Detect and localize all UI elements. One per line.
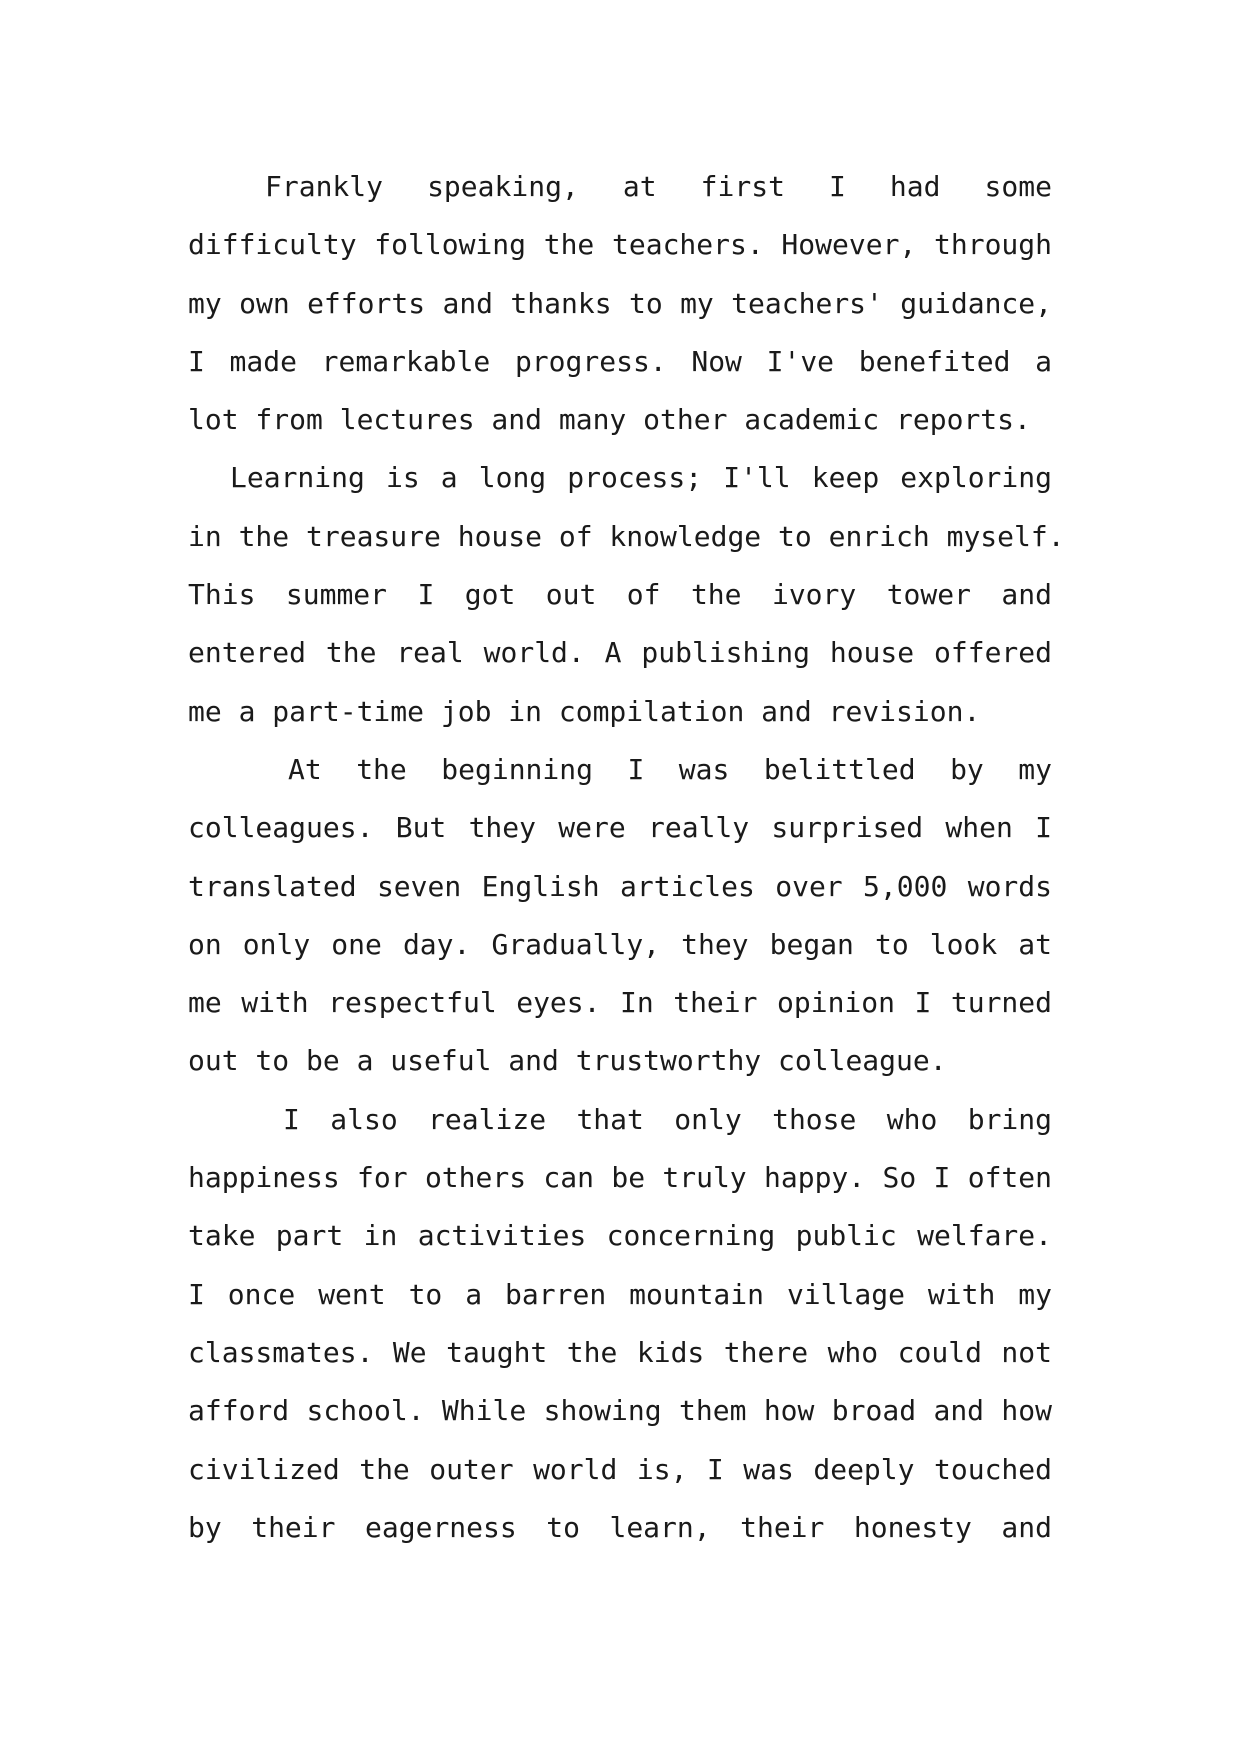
document-page — [188, 158, 1065, 1557]
paragraph-1 — [188, 158, 1052, 449]
text-line: happiness for others can be truly happy. So I often — [188, 1161, 1052, 1195]
text-line: Learning is a long process; I'll keep exploring — [230, 461, 1052, 495]
text-line: colleagues. But they were really surprised when I — [188, 811, 1052, 845]
text-line: entered the real world. A publishing house offered — [188, 636, 1052, 670]
text-line: I also realize that only those who bring — [283, 1102, 1052, 1136]
text-line: afford school. While showing them how broad and how — [188, 1394, 1052, 1428]
text-line: civilized the outer world is, I was deeply touched — [188, 1452, 1052, 1486]
text-line: I once went to a barren mountain village with my — [188, 1277, 1052, 1311]
text-line: classmates. We taught the kids there who could not — [188, 1335, 1052, 1369]
text-line: lot from lectures and many other academic reports. — [188, 403, 1031, 437]
text-line: me a part-time job in compilation and revision. — [188, 694, 981, 728]
text-line: out to be a useful and trustworthy colleague. — [188, 1044, 947, 1078]
paragraph-3 — [188, 741, 1052, 1091]
paragraph-2 — [188, 449, 1065, 740]
paragraph-4 — [188, 1091, 1052, 1557]
text-line: At the beginning I was belittled by my — [288, 752, 1052, 786]
text-line: This summer I got out of the ivory tower and — [188, 578, 1052, 612]
text-line: I made remarkable progress. Now I've benefited a — [188, 344, 1052, 378]
text-line: translated seven English articles over 5,000 words — [188, 869, 1052, 903]
text-line: me with respectful eyes. In their opinion I turned — [188, 986, 1052, 1020]
text-line: my own efforts and thanks to my teachers' guidance, — [188, 286, 1052, 320]
text-line: on only one day. Gradually, they began to look at — [188, 927, 1052, 961]
text-line: take part in activities concerning public welfare. — [188, 1219, 1052, 1253]
text-line: by their eagerness to learn, their honesty and — [188, 1510, 1052, 1544]
text-line: difficulty following the teachers. However, through — [188, 228, 1052, 262]
text-line: in the treasure house of knowledge to enrich myself. — [188, 519, 1065, 553]
text-line: Frankly speaking, at first I had some — [265, 170, 1052, 203]
